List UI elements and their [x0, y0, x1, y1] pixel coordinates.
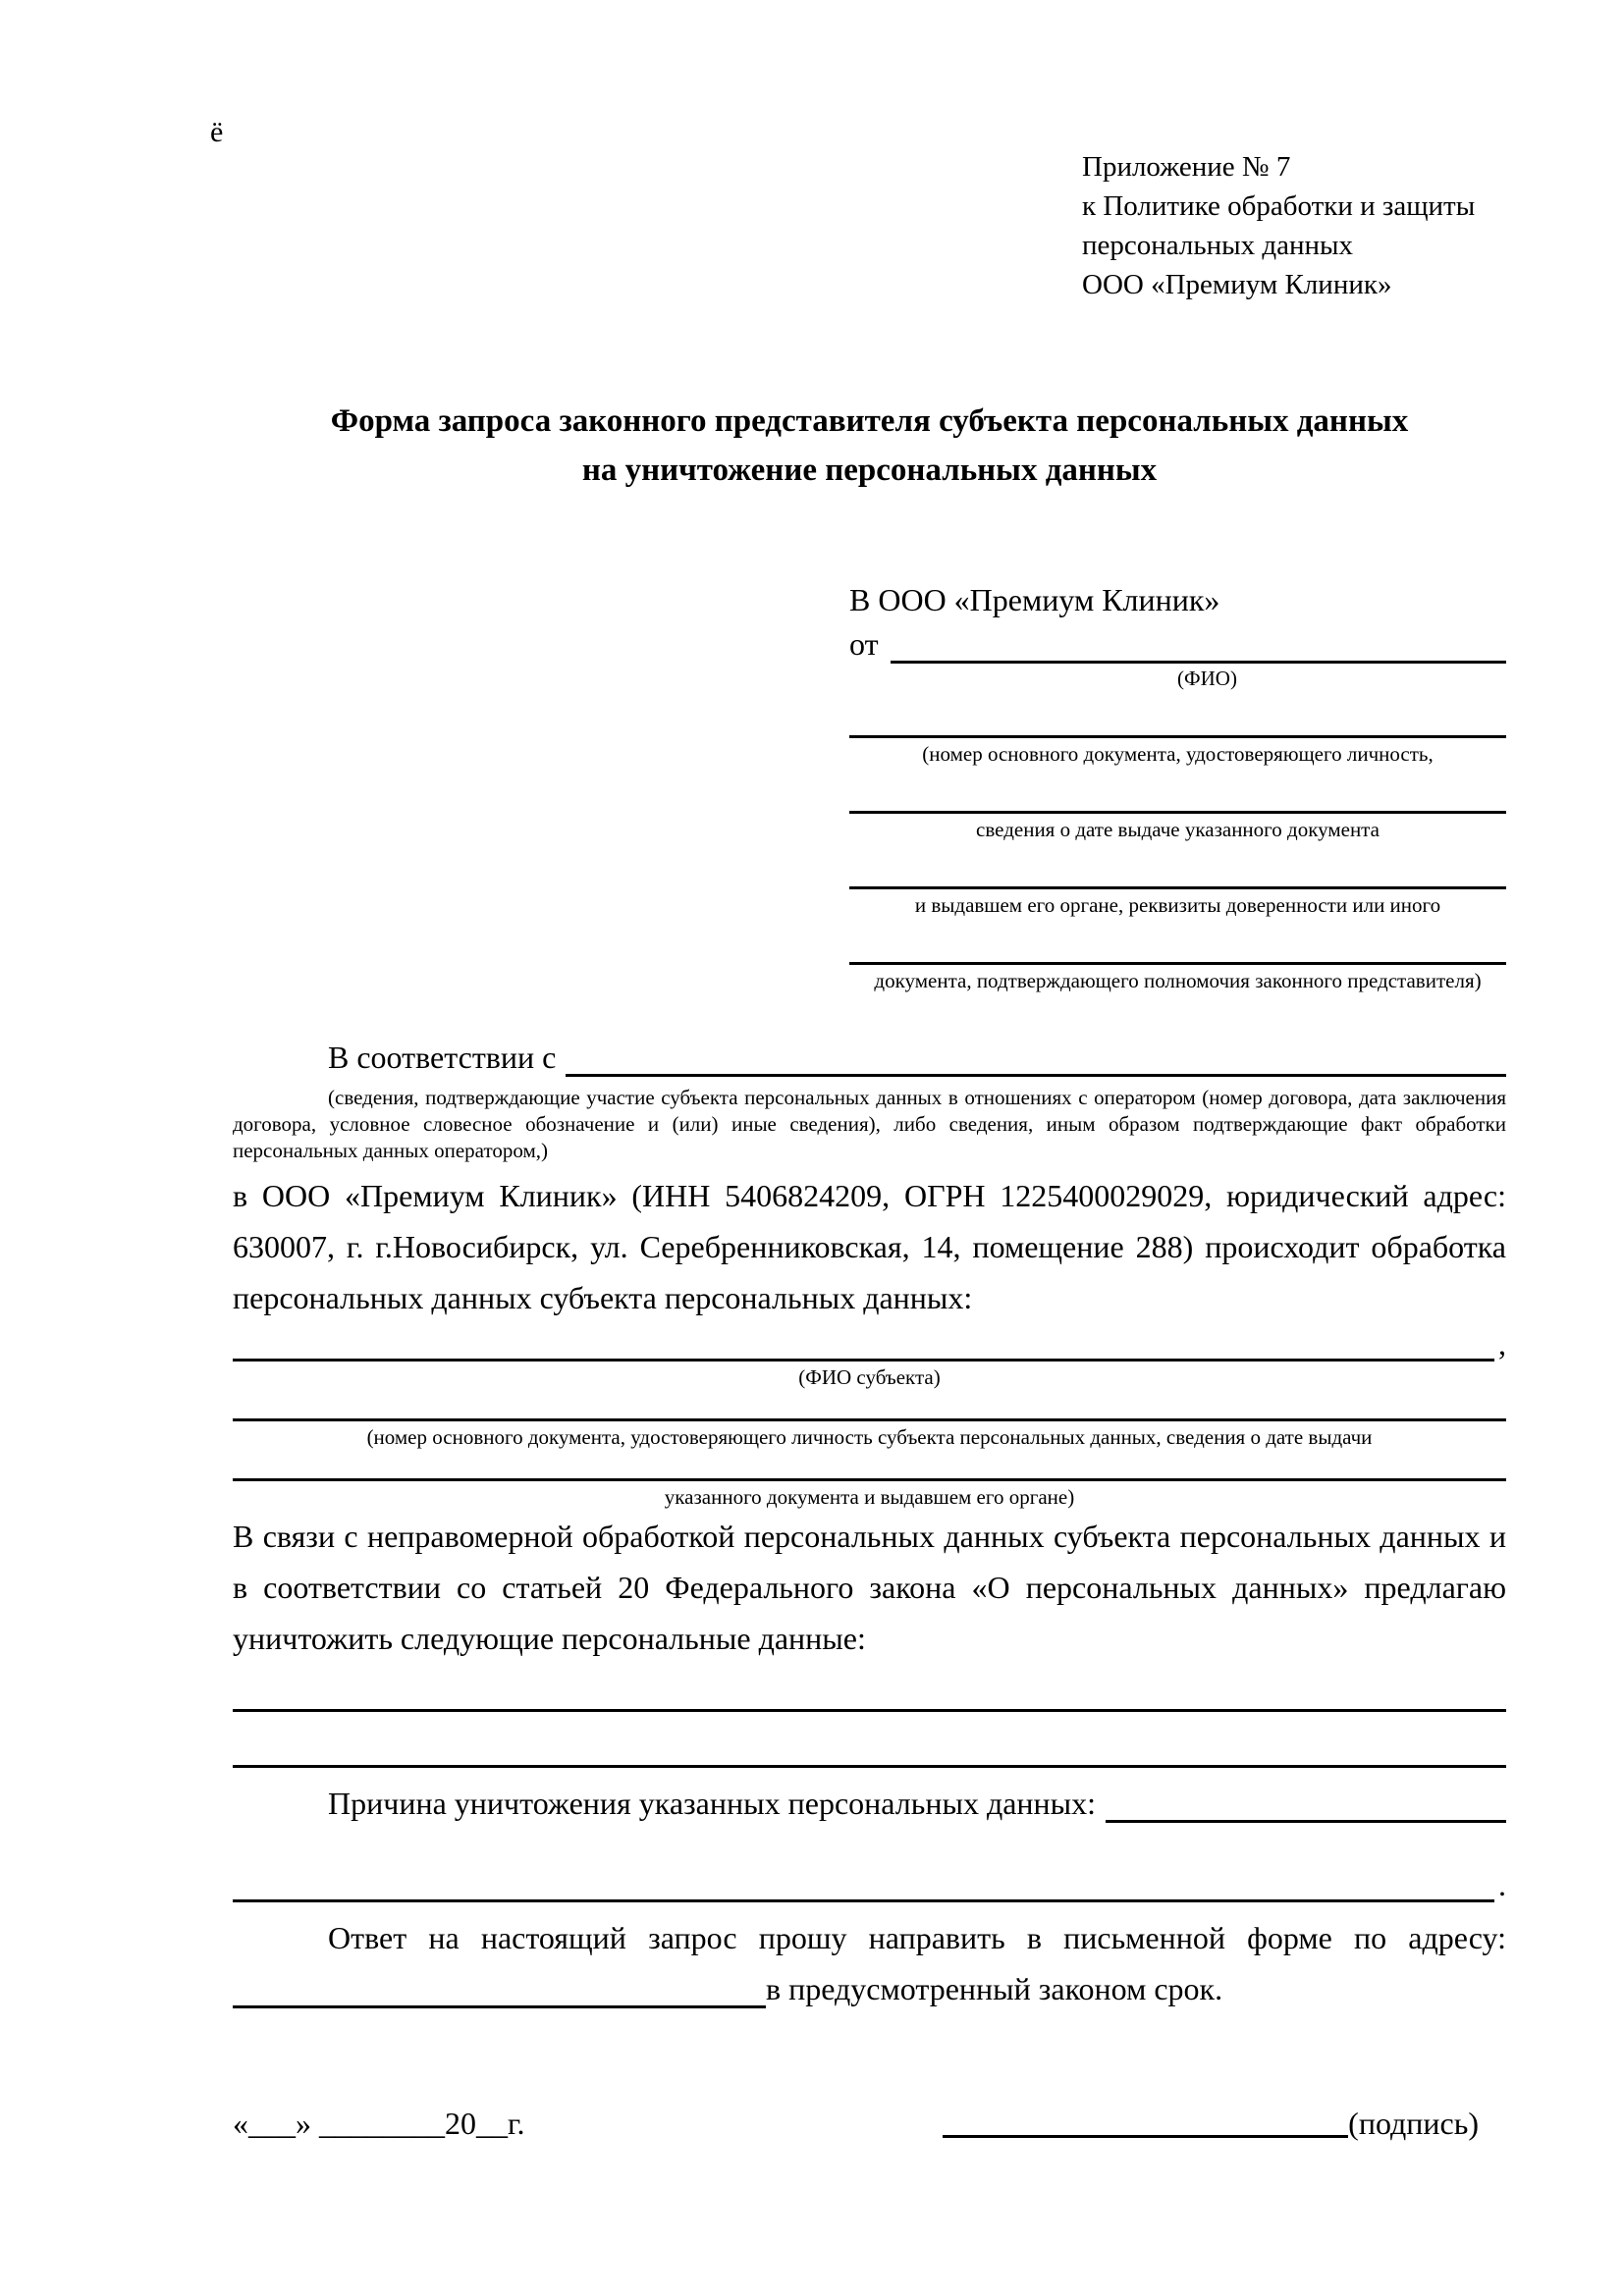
reason-label: Причина уничтожения указанных персональных данных: [328, 1786, 1097, 1821]
appendix-note [1082, 147, 1506, 304]
signature-caption: (подпись) [1348, 2106, 1479, 2141]
accordance-blank-line [566, 1041, 1506, 1077]
subject-doc-blank-line-1 [233, 1418, 1506, 1421]
appendix-note-line: Приложение № 7 [1082, 151, 1291, 183]
response-paragraph: Ответ на настоящий запрос прошу направить в письменной форме по адресу: [328, 1920, 1506, 1955]
signature-part [943, 2103, 1506, 2144]
addressee-to: В ООО «Премиум Клиник» [849, 582, 1220, 617]
subject-fio-row [233, 1325, 1506, 1362]
stray-character: ё [210, 116, 224, 148]
response-tail: в предусмотренный законом срок. [766, 1971, 1223, 2006]
signature-blank-line [943, 2135, 1348, 2138]
appendix-note-line: персональных данных [1082, 230, 1354, 261]
form-title-line-2: на уничтожение персональных данных [581, 453, 1158, 488]
reason-blank-line-2 [233, 1866, 1494, 1902]
reason-row [233, 1784, 1506, 1823]
form-title [233, 397, 1506, 495]
doc-info-blank-line-3 [849, 886, 1506, 889]
doc-info-blank-line-4 [849, 962, 1506, 965]
addressee-block [849, 579, 1506, 992]
appendix-note-line: к Политике обработки и защиты [1082, 190, 1476, 222]
address-blank-line [233, 1972, 766, 2008]
address-row [233, 1969, 1506, 2008]
date-line: «___» ________20__г. [233, 2106, 525, 2141]
destruction-blank-line-2 [233, 1765, 1506, 1768]
fio-blank-line [891, 627, 1506, 664]
operator-paragraph: в ООО «Премиум Клиник» (ИНН 5406824209, ОГРН 1225400029029, юридический адрес: 630007, г. г.Новосибирск, ул. Серебренниковская, 14, помещение 288) происходит обработка персональных данных субъекта персональных данных: [233, 1178, 1506, 1315]
signature-row [233, 2103, 1506, 2144]
from-row [849, 624, 1506, 664]
destruction-paragraph: В связи с неправомерной обработкой персональных данных субъекта персональных данных и в соответствии со статьей 20 Федерального закона «О персональных данных» предлагаю уничтожить следующие персональные данные: [233, 1519, 1506, 1656]
doc-info-caption-2: сведения о дате выдаче указанного документа [976, 818, 1380, 841]
subject-doc-caption-2: указанного документа и выдавшем его органе) [664, 1485, 1075, 1509]
trailing-comma: , [1498, 1326, 1506, 1362]
doc-info-blank-line-1 [849, 735, 1506, 738]
subject-fio-blank-line [233, 1325, 1494, 1362]
from-label: от [849, 626, 879, 662]
fio-caption: (ФИО) [1177, 667, 1237, 690]
appendix-note-line: ООО «Премиум Клиник» [1082, 269, 1392, 300]
doc-info-caption-1: (номер основного документа, удостоверяющего личность, [922, 742, 1434, 766]
accordance-label: В соответствии с [328, 1040, 557, 1075]
doc-info-caption-3: и выдавшем его органе, реквизиты доверенности или иного [914, 893, 1441, 917]
destruction-blank-line-1 [233, 1709, 1506, 1712]
subject-fio-caption: (ФИО субъекта) [798, 1365, 941, 1389]
form-title-line-1: Форма запроса законного представителя субъекта персональных данных [330, 403, 1409, 439]
reason-blank-line [1106, 1787, 1506, 1823]
reason-continuation-row [233, 1866, 1506, 1902]
doc-info-caption-4: документа, подтверждающего полномочия законного представителя) [874, 969, 1482, 992]
subject-doc-blank-line-2 [233, 1478, 1506, 1481]
subject-doc-caption-1: (номер основного документа, удостоверяющего личность субъекта персональных данных, сведения о дате выдачи [366, 1425, 1373, 1449]
trailing-period: . [1498, 1867, 1506, 1902]
accordance-row [233, 1038, 1506, 1077]
doc-info-blank-line-2 [849, 811, 1506, 814]
accordance-note: (сведения, подтверждающие участие субъекта персональных данных в отношениях с оператором (номер договора, дата заключения договора, условное словесное обозначение и (или) иные сведения), либо сведения, иным образом подтверждающие факт обработки персональных данных оператором,) [233, 1086, 1506, 1162]
